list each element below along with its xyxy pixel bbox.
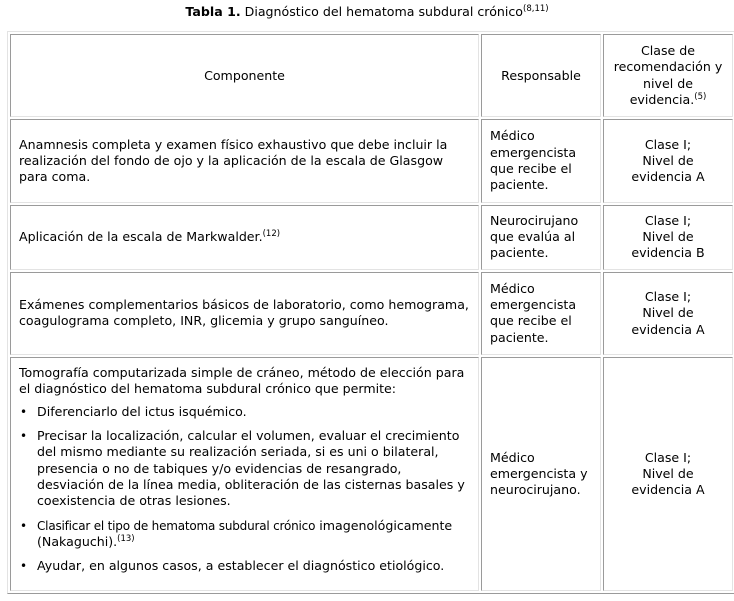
row-class-line2: Nivel de evidencia A	[631, 152, 705, 185]
header-component	[10, 34, 479, 117]
table-row	[10, 357, 733, 591]
bullet-icon: •	[20, 404, 28, 419]
bullet-list	[19, 404, 470, 575]
bullet-ref: (13)	[117, 533, 135, 544]
row-class-line2: Nivel de evidencia A	[631, 305, 705, 337]
row-class-line1: Clase I;	[644, 212, 692, 228]
row-component: Anamnesis completa y examen físico exhaustivo que debe incluir la realización del fondo de ojo y la aplicación de la escala de Glasgow para coma.	[10, 119, 479, 202]
row-component-intro: Tomografía computarizada simple de cráneo, método de elección para el diagnóstico del hematoma subdural crónico que permite:	[19, 365, 465, 397]
bullet-text: Clasificar el tipo de hematoma subdural crónico	[37, 518, 316, 533]
row-component-ref: (12)	[262, 229, 281, 240]
header-component-text: Componente	[204, 67, 285, 83]
bullet-text: Ayudar, en algunos casos, a establecer el diagnóstico etiológico.	[37, 558, 445, 574]
bullet-text: Diferenciarlo del ictus isquémico.	[37, 403, 247, 419]
bullet-text-cont: imagenológicamente (Nakaguchi).	[37, 517, 453, 549]
table-row	[10, 205, 733, 270]
bullet-item	[20, 403, 470, 420]
row-responsible: Médico emergencista que recibe el paciente.	[481, 272, 601, 355]
row-component: Exámenes complementarios básicos de laboratorio, como hemograma, coagulograma completo, INR, glicemia y grupo sanguíneo.	[10, 272, 479, 355]
header-responsible-text: Responsable	[501, 67, 581, 83]
row-class-line1: Clase I;	[644, 136, 692, 152]
bullet-icon: •	[20, 429, 28, 444]
row-component	[10, 205, 479, 270]
row-component-text: Aplicación de la escala de Markwalder.	[19, 229, 263, 245]
header-class-text: Clase de recomendación y nivel de evidencia.	[613, 43, 723, 107]
caption-refs: (8,11)	[523, 4, 549, 14]
row-class-line1: Clase I;	[644, 449, 692, 465]
header-class	[603, 34, 733, 117]
header-class-ref: (5)	[694, 91, 707, 102]
row-responsible: Neurocirujano que evalúa al paciente.	[481, 205, 601, 270]
caption-title: Diagnóstico del hematoma subdural crónico	[240, 4, 524, 19]
row-class-line2: Nivel de evidencia A	[631, 465, 705, 498]
bullet-item	[20, 517, 470, 551]
table-header-row	[10, 34, 733, 117]
bullet-icon: •	[20, 559, 28, 574]
row-responsible: Médico emergencista que recibe el paciente.	[481, 119, 601, 202]
bullet-text: Precisar la localización, calcular el volumen, evaluar el crecimiento del mismo mediante su realización seriada, si es uni o bilateral, presencia o no de tabiques y/o evidencias de resangrado, desviación de la línea media, obliteración de las cisternas basales y coexistencia de otras lesiones.	[37, 428, 465, 509]
row-class	[603, 119, 733, 202]
row-responsible: Médico emergencista y neurocirujano.	[481, 357, 601, 591]
table-caption	[0, 4, 734, 20]
row-component	[10, 357, 479, 591]
row-class	[603, 205, 733, 270]
bullet-item	[20, 428, 470, 509]
header-responsible	[481, 34, 601, 117]
table-row	[10, 272, 733, 355]
row-class-line1: Clase I;	[644, 289, 692, 305]
row-class	[603, 357, 733, 591]
row-class	[603, 272, 733, 355]
row-class-line2: Nivel de evidencia B	[631, 229, 705, 261]
bullet-icon: •	[20, 518, 28, 533]
table-row	[10, 119, 733, 202]
diagnosis-table	[7, 31, 734, 594]
caption-label: Tabla 1.	[185, 4, 241, 19]
bullet-item	[20, 558, 470, 574]
